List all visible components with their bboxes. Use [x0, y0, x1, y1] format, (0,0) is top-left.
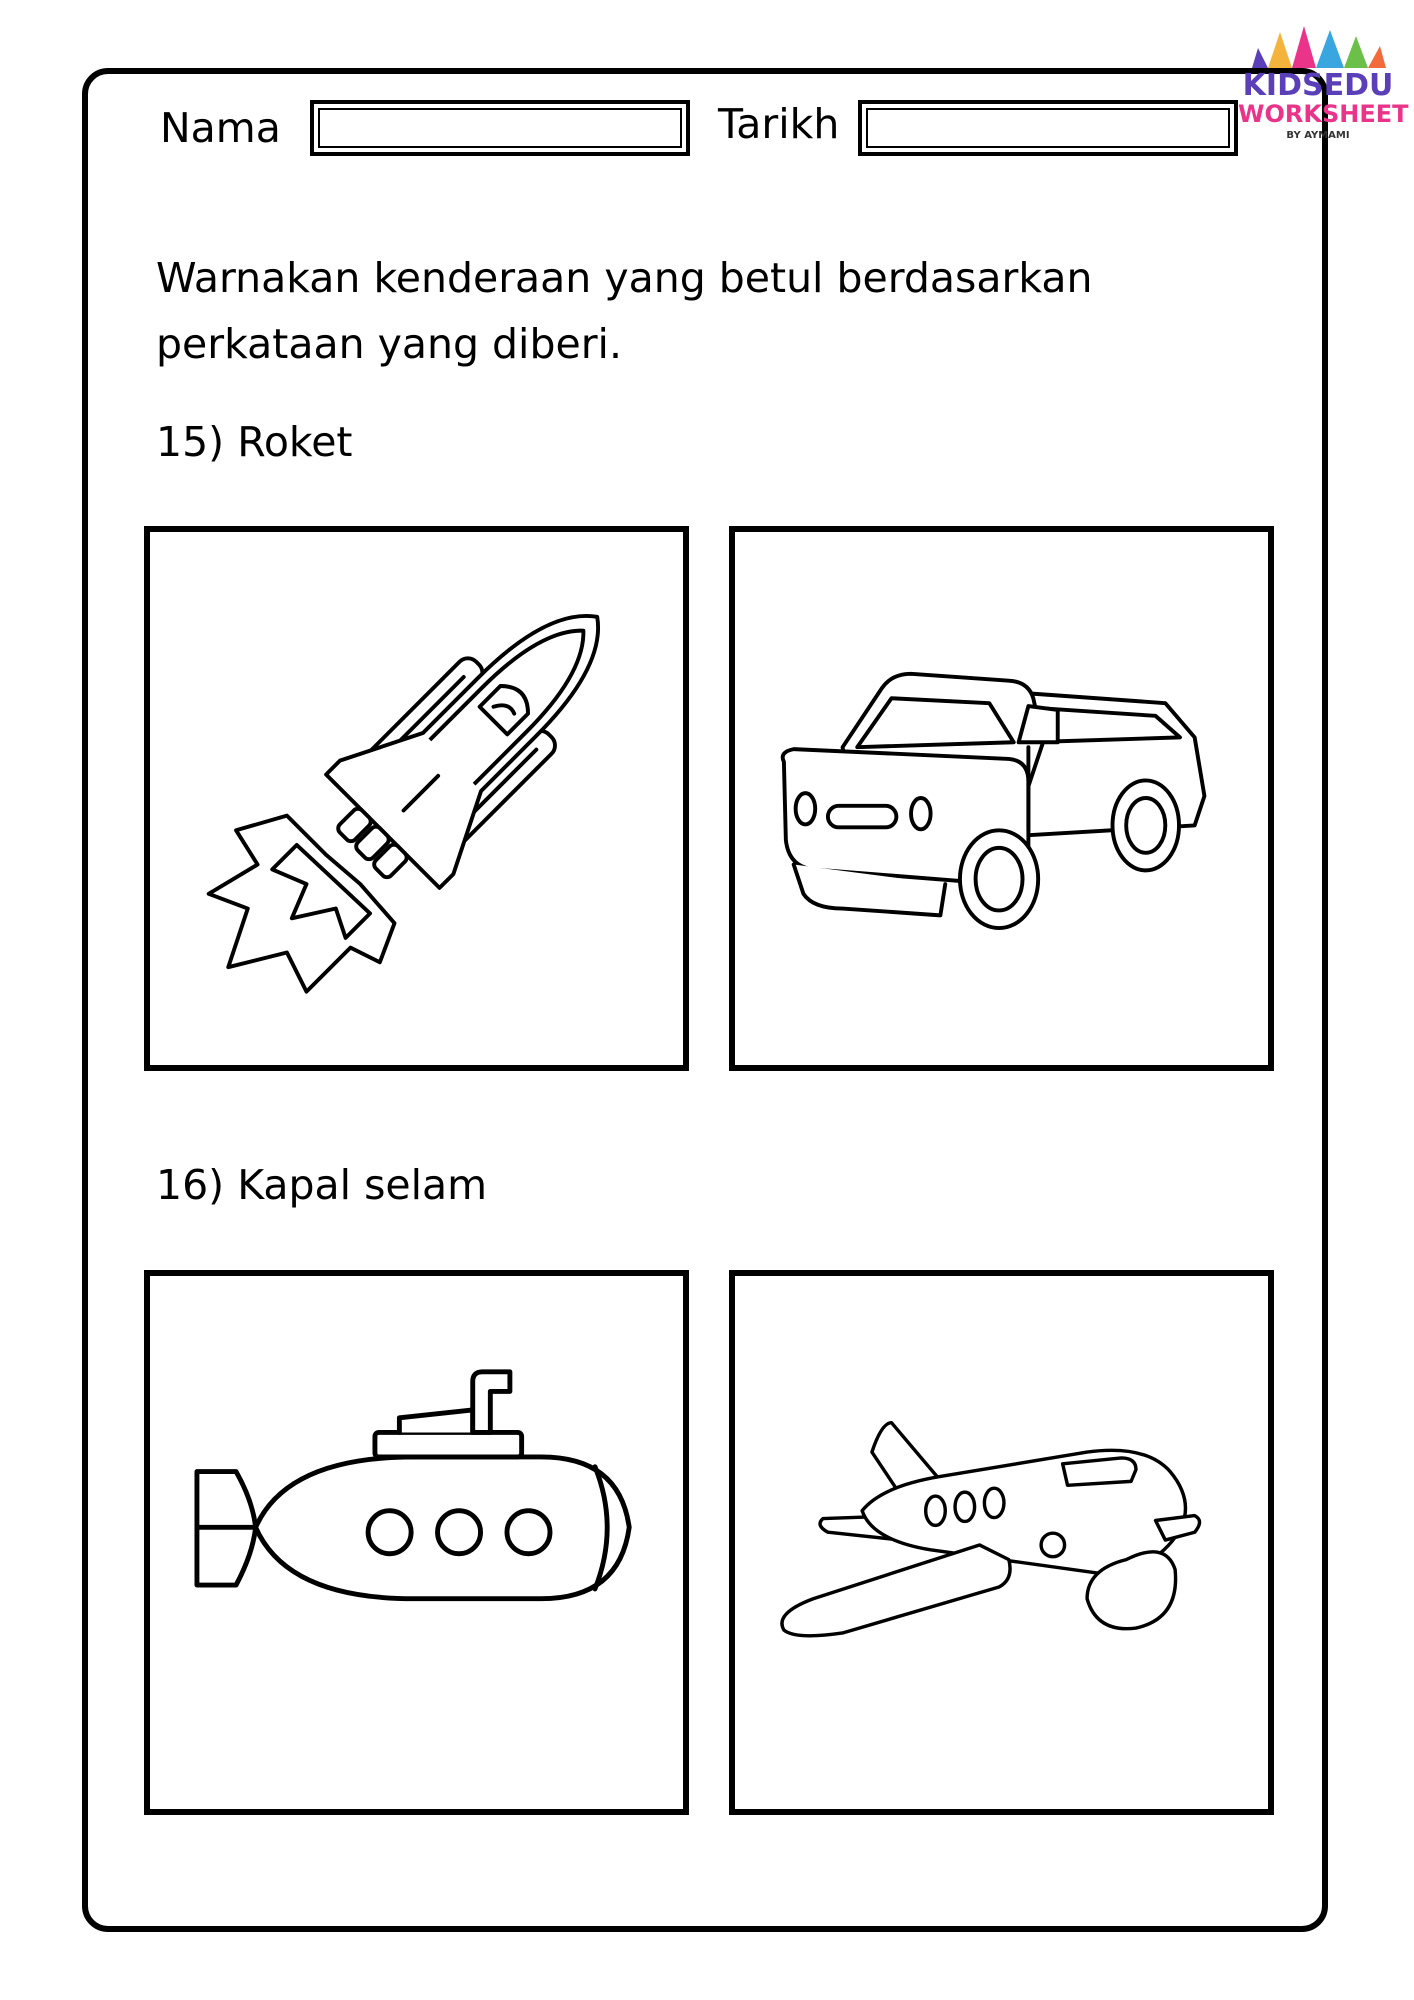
logo-worksheet-line: WORKSHEET — [1238, 100, 1409, 128]
instruction-line-2: perkataan yang diberi. — [156, 320, 622, 368]
logo-brand-line: KIDSEDU — [1242, 68, 1394, 103]
instruction-line-1: Warnakan kenderaan yang betul berdasarkan — [156, 254, 1093, 302]
date-label: Tarikh — [718, 100, 840, 148]
question-16-label: 16) Kapal selam — [156, 1161, 488, 1209]
kidsedu-logo — [1238, 24, 1409, 154]
rocket-drawing — [150, 532, 683, 1065]
date-field[interactable] — [858, 100, 1238, 156]
option-box-airplane[interactable] — [729, 1270, 1274, 1815]
name-label: Nama — [160, 104, 281, 152]
instruction-text — [156, 245, 1093, 377]
question-15-label: 15) Roket — [156, 418, 353, 466]
submarine-drawing — [150, 1276, 683, 1809]
name-field[interactable] — [310, 100, 690, 156]
airplane-drawing — [735, 1276, 1268, 1809]
pickup-truck-drawing — [735, 532, 1268, 1065]
option-box-submarine[interactable] — [144, 1270, 689, 1815]
logo-byline: BY AYMAMI — [1286, 130, 1350, 141]
option-box-pickup-truck[interactable] — [729, 526, 1274, 1071]
option-box-rocket[interactable] — [144, 526, 689, 1071]
